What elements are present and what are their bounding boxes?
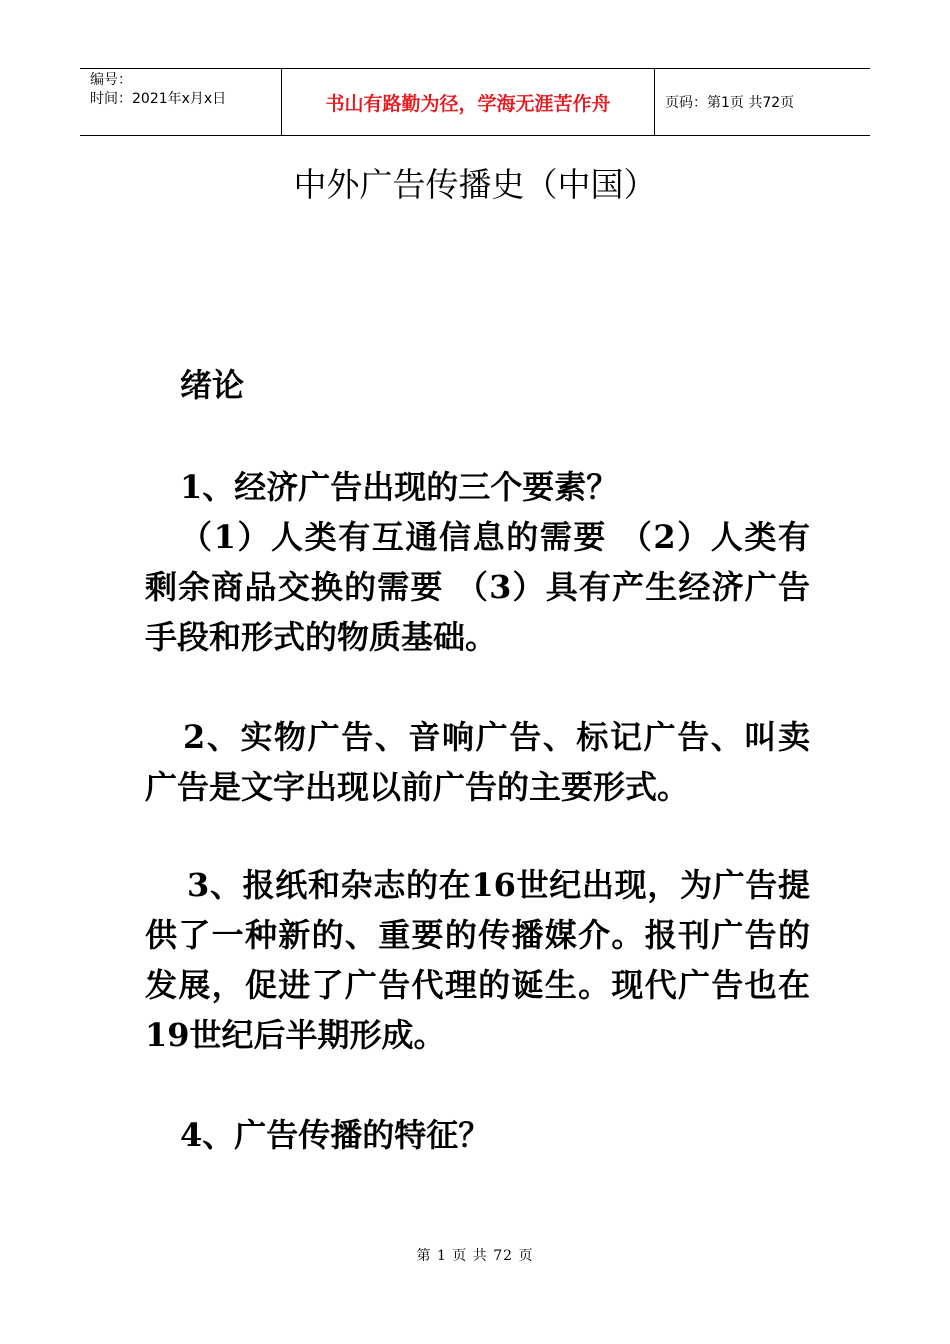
- paragraph: 1、经济广告出现的三个要素？: [180, 468, 619, 506]
- date-label: 时间：2021年x月x日: [90, 91, 227, 107]
- header-motto: 书山有路勤为径，学海无涯苦作舟: [282, 69, 655, 135]
- section-heading-block: [145, 360, 810, 410]
- question-1: [145, 462, 810, 512]
- point-2: [145, 712, 810, 812]
- point-3: [145, 860, 810, 1060]
- answer-1: [145, 512, 810, 662]
- document-header: [80, 68, 870, 136]
- paragraph: （1）人类有互通信息的需要 （2）人类有剩余商品交换的需要 （3）具有产生经济广告手段和形式的物质基础。: [145, 518, 810, 656]
- question-4: [145, 1110, 810, 1160]
- header-page-code: 页码：第1页 共72页: [665, 95, 795, 111]
- header-meta-cell: [80, 69, 282, 135]
- document-title: 中外广告传播史（中国）: [293, 165, 657, 204]
- paragraph: 4、广告传播的特征？: [180, 1116, 491, 1154]
- serial-number-label: 编号：: [90, 72, 132, 88]
- page-footer: 第 1 页 共 72 页: [416, 1248, 534, 1264]
- paragraph: 3、报纸和杂志的在16世纪出现，为广告提供了一种新的、重要的传播媒介。报刊广告的发展，促进了广告代理的诞生。现代广告也在19世纪后半期形成。: [145, 866, 810, 1054]
- section-heading: 绪论: [180, 366, 245, 404]
- paragraph: 2、实物广告、音响广告、标记广告、叫卖广告是文字出现以前广告的主要形式。: [145, 718, 810, 806]
